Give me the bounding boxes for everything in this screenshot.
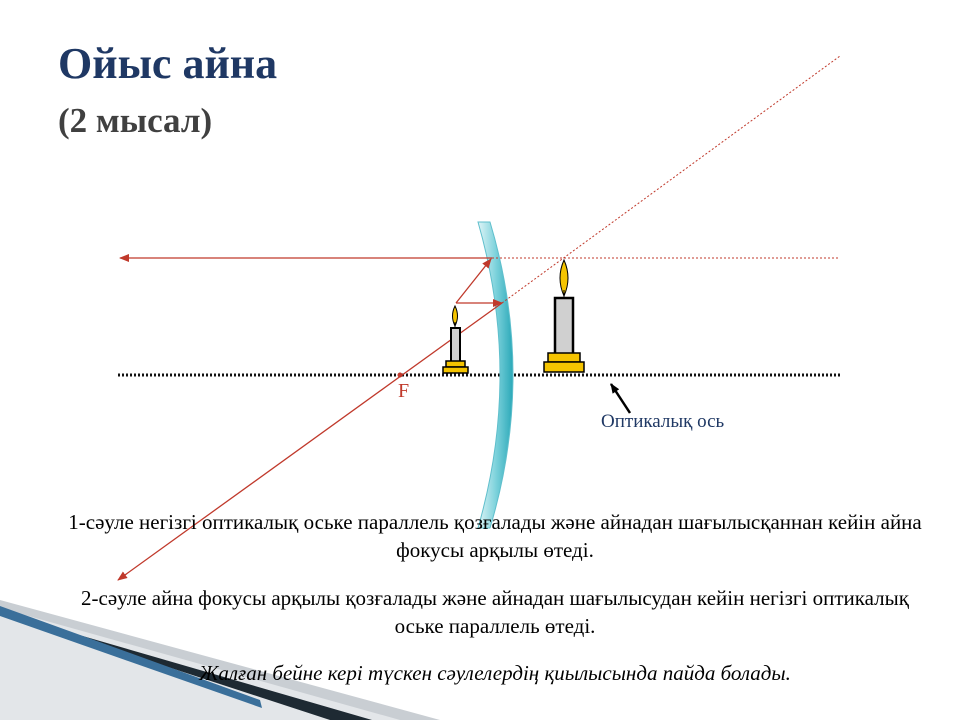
image-candle [544, 260, 584, 372]
focus-label: F [398, 380, 410, 402]
slide-title: Ойыс айна [58, 39, 278, 88]
focus-point [398, 373, 403, 378]
axis-label-pointer [611, 384, 630, 413]
object-candle [443, 306, 468, 373]
slide-subtitle: (2 мысал) [58, 101, 213, 140]
optical-axis-label: Оптикалық ось [601, 411, 725, 432]
ray2-virtual-extension [502, 56, 840, 303]
ray-from-object-up [456, 259, 491, 303]
ray1-description: 1-сәуле негізгі оптикалық оське параллель қозғалады және айнадан шағылысқаннан кейін айна фокусы арқылы өтеді. [68, 510, 922, 562]
conclusion-text: Жалған бейне кері түскен сәулелердің қиылысында пайда болады. [199, 661, 791, 685]
ray2-description: 2-сәуле айна фокусы арқылы қозғалады және айнадан шағылысудан кейін негізгі оптикалық оське параллель өтеді. [81, 586, 909, 638]
